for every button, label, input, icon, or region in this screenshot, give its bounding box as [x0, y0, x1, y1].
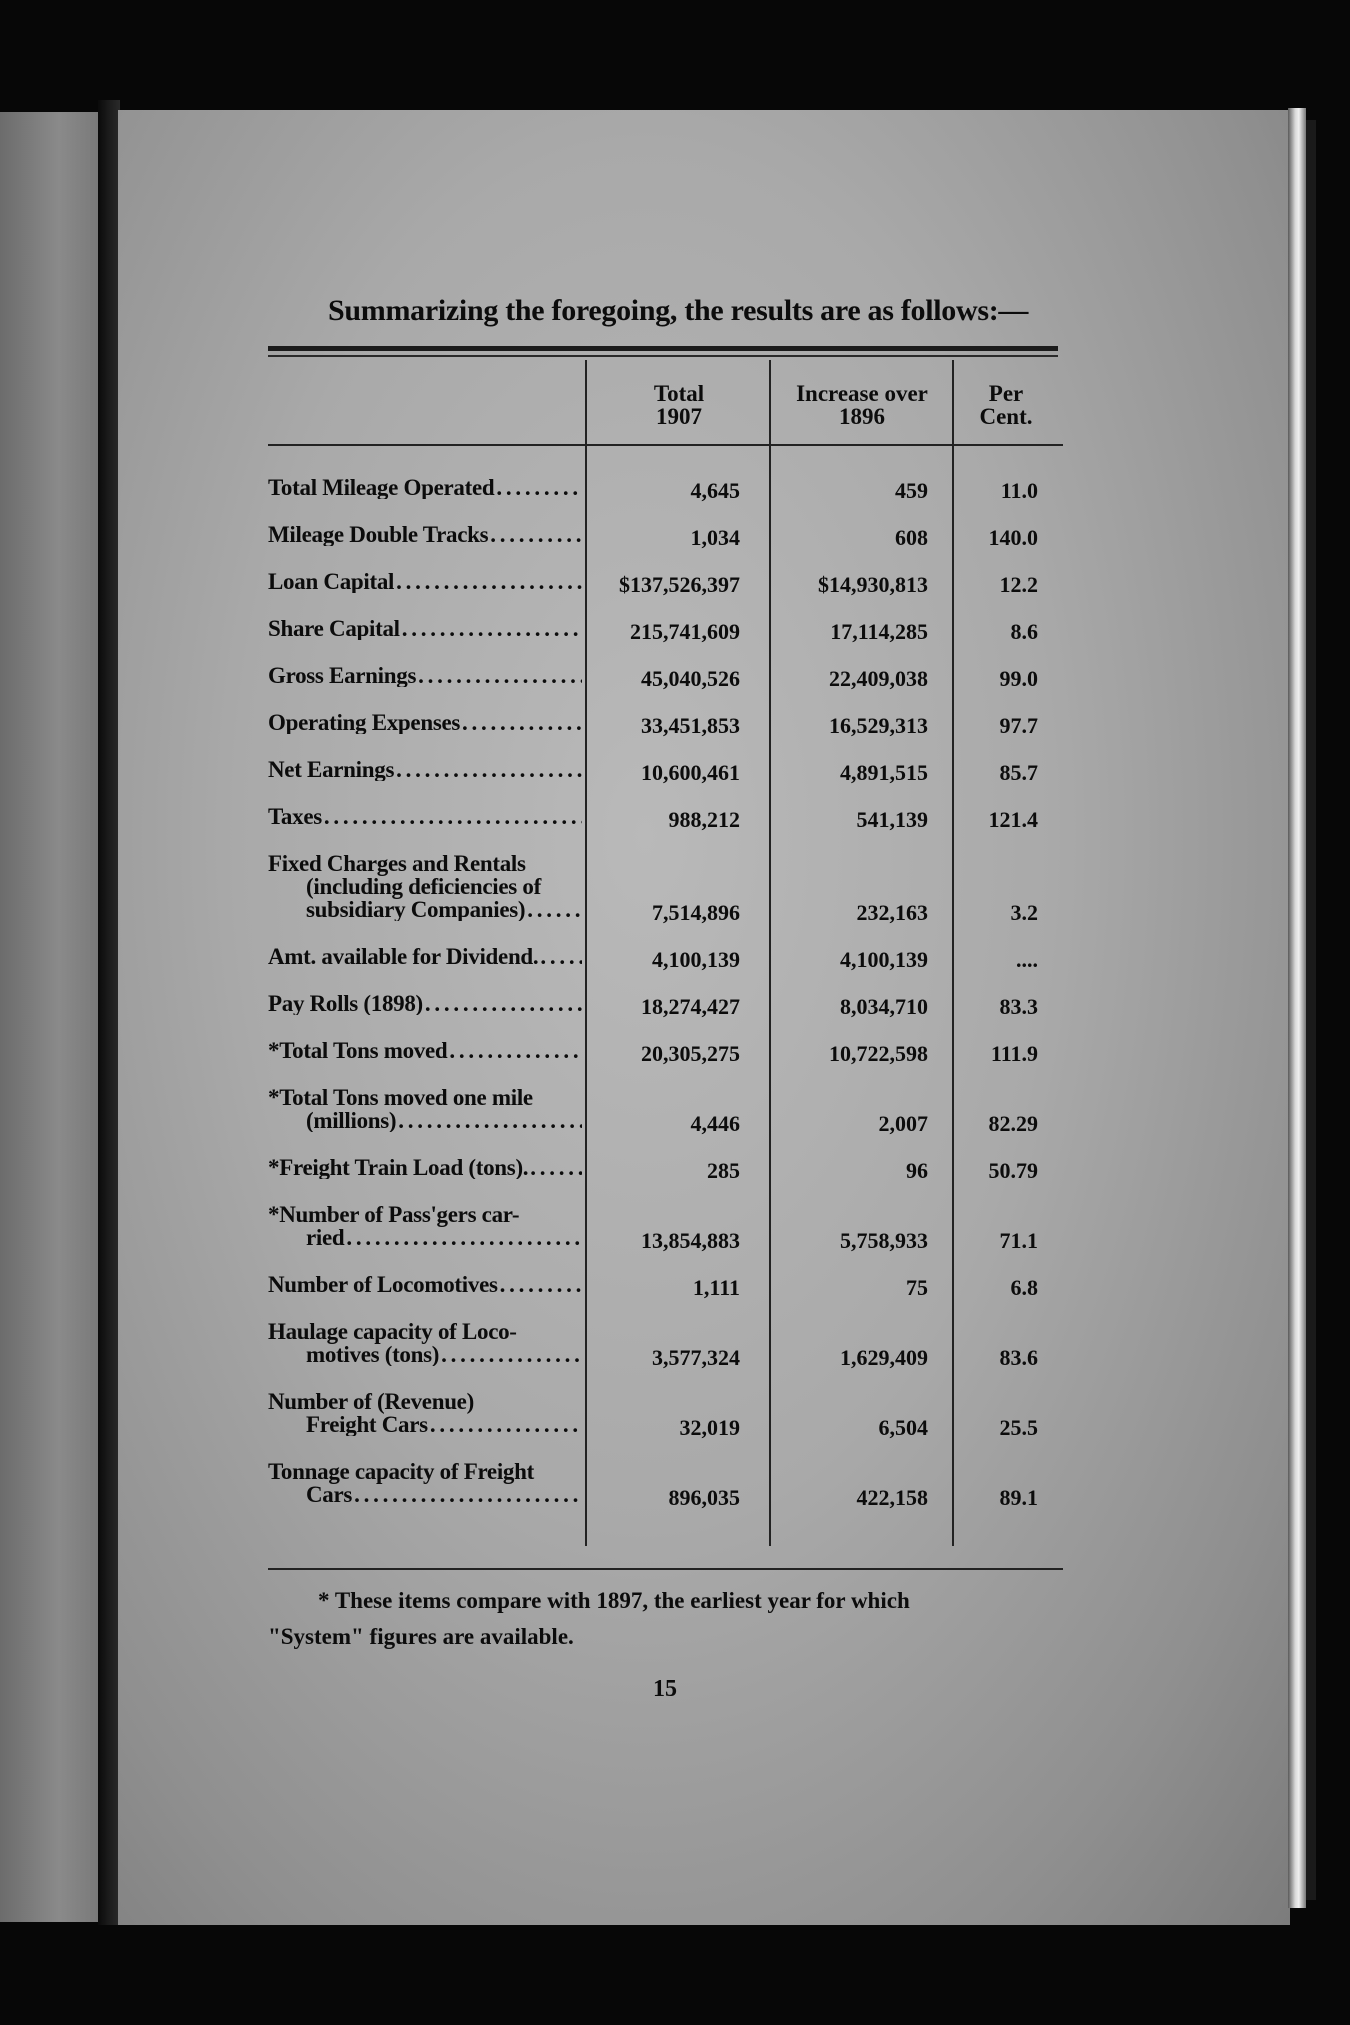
row-label-line: Freight Cars . . .	[268, 1413, 582, 1436]
row-label-line: Cars . . .	[268, 1483, 582, 1506]
row-label-line: motives (tons) . . .	[268, 1343, 582, 1366]
row-label-line: ried . . .	[268, 1226, 582, 1249]
cell-increase: 232,163	[856, 900, 928, 925]
row-label-line: Fixed Charges and Rentals	[268, 851, 526, 876]
row-label-line: Haulage capacity of Loco-	[268, 1319, 517, 1344]
row-label	[268, 570, 582, 593]
page-heading: Summarizing the foregoing, the results are as follows:—	[328, 294, 1029, 327]
cell-total: 1,111	[692, 1275, 740, 1300]
cell-percent: 83.3	[999, 994, 1038, 1019]
row-label-line: Number of (Revenue)	[268, 1389, 474, 1414]
cell-percent: 6.8	[1010, 1275, 1038, 1300]
row-label-text: Taxes . . .	[268, 805, 582, 828]
row-label-text: Total Mileage Operated . . .	[268, 476, 582, 499]
row-label-text: Share Capital . . .	[268, 617, 582, 640]
cell-increase: 6,504	[878, 1415, 928, 1440]
row-label-text: Amt. available for Dividend. . . .	[268, 945, 582, 968]
column-header-percent: Per Cent.	[979, 381, 1033, 429]
cell-percent: 85.7	[999, 760, 1038, 785]
row-label	[268, 476, 582, 499]
footnote-line: "System" figures are available.	[268, 1624, 574, 1649]
row-label	[268, 805, 582, 828]
cell-increase: 422,158	[856, 1485, 928, 1510]
row-label-line: subsidiary Companies) . . .	[268, 898, 582, 921]
footnote	[268, 1583, 1068, 1655]
cell-increase: 10,722,598	[829, 1041, 928, 1066]
cell-increase: 608	[895, 525, 928, 550]
row-label	[268, 992, 582, 1015]
row-label-text: Net Earnings . . .	[268, 758, 582, 781]
row-label	[268, 711, 582, 734]
row-label	[268, 1320, 582, 1366]
row-label	[268, 852, 582, 921]
cell-increase: 8,034,710	[840, 994, 928, 1019]
cell-total: 988,212	[668, 807, 740, 832]
row-label-line: (including deficiencies of	[306, 874, 541, 899]
cell-percent: 25.5	[999, 1415, 1038, 1440]
cell-total: 33,451,853	[641, 713, 740, 738]
cell-increase: 75	[906, 1275, 928, 1300]
cell-total: 32,019	[679, 1415, 740, 1440]
page-number: 15	[653, 1676, 677, 1702]
row-label	[268, 1273, 582, 1296]
cell-total: 3,577,324	[652, 1345, 740, 1370]
cell-percent: 11.0	[1000, 478, 1038, 503]
row-label	[268, 664, 582, 687]
column-header-increase: Increase over 1896	[796, 381, 928, 429]
cell-increase: 459	[895, 478, 928, 503]
column-divider	[769, 360, 771, 1546]
row-label-text: Pay Rolls (1898) . . .	[268, 992, 582, 1015]
cell-total: $137,526,397	[619, 572, 740, 597]
row-label-text: *Total Tons moved . . .	[268, 1039, 582, 1062]
cell-total: 4,446	[690, 1111, 740, 1136]
cell-percent: 121.4	[988, 807, 1038, 832]
row-label	[268, 945, 582, 968]
row-label	[268, 1156, 582, 1179]
cell-percent: 89.1	[999, 1485, 1038, 1510]
cell-total: 1,034	[690, 525, 740, 550]
row-label	[268, 758, 582, 781]
cell-percent: 8.6	[1010, 619, 1038, 644]
cell-increase: 2,007	[878, 1111, 928, 1136]
footnote-line: * These items compare with 1897, the earliest year for which	[318, 1588, 910, 1613]
cell-percent: 82.29	[988, 1111, 1038, 1136]
cell-total: 4,645	[690, 478, 740, 503]
cell-total: 18,274,427	[641, 994, 740, 1019]
heading-rule-thin	[268, 355, 1058, 357]
cell-total: 7,514,896	[652, 900, 740, 925]
row-label	[268, 617, 582, 640]
cell-total: 215,741,609	[630, 619, 740, 644]
cell-increase: 96	[906, 1158, 928, 1183]
cell-increase: 22,409,038	[829, 666, 928, 691]
cell-total: 45,040,526	[641, 666, 740, 691]
row-label-text: Loan Capital . . .	[268, 570, 582, 593]
cell-total: 20,305,275	[641, 1041, 740, 1066]
row-label-line: Tonnage capacity of Freight	[268, 1459, 534, 1484]
row-label-line: *Total Tons moved one mile	[268, 1085, 533, 1110]
row-label-line: *Number of Pass'gers car-	[268, 1202, 520, 1227]
cell-percent: 97.7	[999, 713, 1038, 738]
row-label-text: Operating Expenses . . .	[268, 711, 582, 734]
cell-total: 896,035	[668, 1485, 740, 1510]
cell-percent: 99.0	[999, 666, 1038, 691]
row-label	[268, 1390, 582, 1436]
row-label	[268, 1203, 582, 1249]
cell-percent: 50.79	[988, 1158, 1038, 1183]
header-rule	[268, 444, 1063, 446]
cell-increase: 17,114,285	[830, 619, 928, 644]
row-label	[268, 523, 582, 546]
cell-increase: 541,139	[856, 807, 928, 832]
row-label-line: (millions) . . .	[268, 1109, 582, 1132]
cell-total: 10,600,461	[641, 760, 740, 785]
column-divider	[585, 360, 587, 1546]
row-label-text: Mileage Double Tracks . . .	[268, 523, 582, 546]
cell-increase: 5,758,933	[840, 1228, 928, 1253]
cell-increase: 1,629,409	[840, 1345, 928, 1370]
row-label-text: *Freight Train Load (tons). . . .	[268, 1156, 582, 1179]
cell-total: 13,854,883	[641, 1228, 740, 1253]
cell-increase: 4,100,139	[840, 947, 928, 972]
row-label-text: Number of Locomotives . . .	[268, 1273, 582, 1296]
cell-percent: 140.0	[988, 525, 1038, 550]
column-header-total: Total 1907	[653, 381, 705, 429]
cell-increase: $14,930,813	[818, 572, 928, 597]
table-bottom-rule	[268, 1568, 1063, 1570]
cell-percent: 3.2	[1010, 900, 1038, 925]
heading-rule-thick	[268, 346, 1058, 351]
row-label	[268, 1039, 582, 1062]
row-label-text: Gross Earnings . . .	[268, 664, 582, 687]
cell-percent: 71.1	[999, 1228, 1038, 1253]
cell-percent: ....	[1016, 947, 1038, 972]
row-label	[268, 1460, 582, 1506]
cell-total: 285	[707, 1158, 740, 1183]
cell-percent: 83.6	[999, 1345, 1038, 1370]
cell-increase: 4,891,515	[840, 760, 928, 785]
row-label	[268, 1086, 582, 1132]
cell-percent: 111.9	[990, 1041, 1038, 1066]
cell-increase: 16,529,313	[829, 713, 928, 738]
cell-total: 4,100,139	[652, 947, 740, 972]
cell-percent: 12.2	[999, 572, 1038, 597]
